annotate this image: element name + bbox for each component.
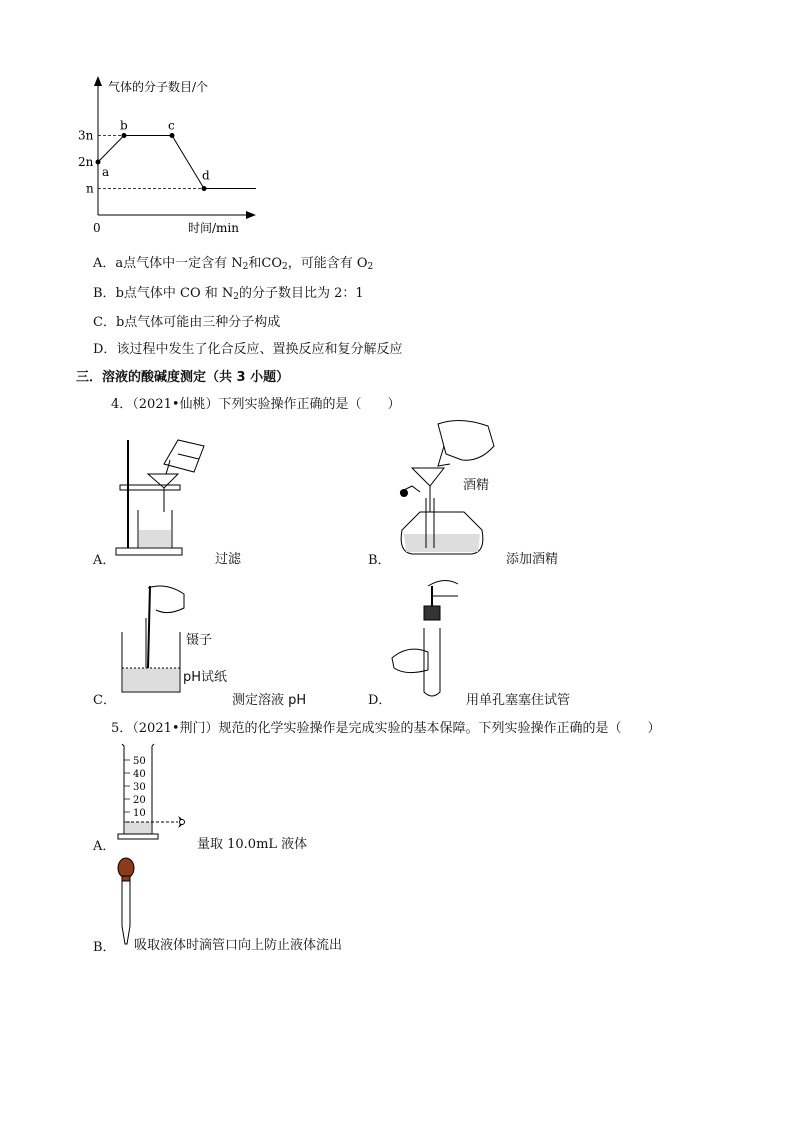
data-point-a xyxy=(96,160,101,165)
option-text-part: ，可能含有 O xyxy=(287,256,368,271)
option-text-part: 的分子数目比为 2：1 xyxy=(239,286,364,301)
q5-option-b-letter[interactable]: B． xyxy=(93,940,116,955)
y-tick-2n: 2n xyxy=(78,155,94,169)
y-tick-3n: 3n xyxy=(78,128,94,143)
scale-label: 20 xyxy=(133,795,146,806)
scale-label: 10 xyxy=(133,808,146,819)
q3-option-c[interactable] xyxy=(93,311,280,330)
option-letter: B． xyxy=(93,286,116,301)
option-letter: D． xyxy=(93,342,117,357)
data-point-c xyxy=(170,133,175,138)
q4-option-b-letter[interactable]: B． xyxy=(368,553,391,568)
ph-paper-label: pH试纸 xyxy=(183,670,228,685)
point-label-c: c xyxy=(168,118,175,133)
q3-option-b[interactable] xyxy=(93,282,364,302)
q4-option-a-letter[interactable]: A． xyxy=(93,553,116,568)
q4-option-a-caption: 过滤 xyxy=(215,552,242,567)
scale-label: 50 xyxy=(133,756,146,767)
q5-option-a-letter[interactable]: A． xyxy=(93,839,116,854)
scale-label: 40 xyxy=(133,769,146,780)
section-title: 三．溶液的酸碱度测定（共 3 小题） xyxy=(76,370,290,385)
y-axis-label: 气体的分子数目/个 xyxy=(108,80,209,94)
alcohol-label: 酒精 xyxy=(463,478,490,493)
subscript: 2 xyxy=(242,262,249,272)
ph-test-figure xyxy=(118,582,188,698)
x-axis-label: 时间/min xyxy=(188,221,239,235)
scale-label: 30 xyxy=(133,782,146,793)
y-axis-arrow xyxy=(94,76,102,86)
q4-option-c-letter[interactable]: C． xyxy=(93,693,116,708)
subscript: 2 xyxy=(367,262,374,272)
option-text: 该过程中发生了化合反应、置换反应和复分解反应 xyxy=(116,342,403,357)
option-text-part: a点气体中一定含有 N xyxy=(115,256,243,271)
q5-stem: 5．（2021•荆门）规范的化学实验操作是完成实验的基本保障。下列实验操作正确的是（ ） xyxy=(111,721,661,736)
q4-option-b-caption: 添加酒精 xyxy=(506,552,559,567)
q3-option-a[interactable] xyxy=(93,252,373,272)
option-text-part: 和CO xyxy=(248,256,282,271)
subscript: 2 xyxy=(282,262,288,272)
option-text: b点气体可能由三种分子构成 xyxy=(115,315,281,330)
option-letter: A． xyxy=(93,256,116,271)
q4-stem: 4．（2021•仙桃）下列实验操作正确的是（ ） xyxy=(111,397,401,412)
point-label-d: d xyxy=(202,168,210,183)
q4-option-c-caption: 测定溶液 pH xyxy=(232,693,307,708)
subscript: 2 xyxy=(233,292,239,302)
series-line xyxy=(98,136,204,189)
tweezers-label: 镊子 xyxy=(186,633,213,648)
origin-label: 0 xyxy=(93,221,101,235)
q3-option-d[interactable] xyxy=(93,338,402,357)
q5-option-b-caption: 吸取液体时滴管口向上防止液体流出 xyxy=(134,938,343,953)
molecule-count-chart xyxy=(70,72,280,240)
option-letter: C． xyxy=(93,315,116,330)
stopper-test-tube-figure xyxy=(388,574,468,700)
data-point-b xyxy=(122,133,127,138)
y-tick-n: n xyxy=(86,181,94,196)
q4-option-d-letter[interactable]: D． xyxy=(368,693,392,708)
point-label-a: a xyxy=(102,165,110,179)
graduated-cylinder-figure xyxy=(116,742,196,842)
point-label-b: b xyxy=(120,118,128,133)
option-text-part: b点气体中 CO 和 N xyxy=(115,286,234,301)
data-point-d xyxy=(202,186,207,191)
q4-option-d-caption: 用单孔塞塞住试管 xyxy=(466,693,571,708)
filtration-apparatus-figure xyxy=(112,432,222,560)
x-axis-arrow xyxy=(246,211,256,219)
q5-option-a-caption: 量取 10.0mL 液体 xyxy=(197,837,308,852)
